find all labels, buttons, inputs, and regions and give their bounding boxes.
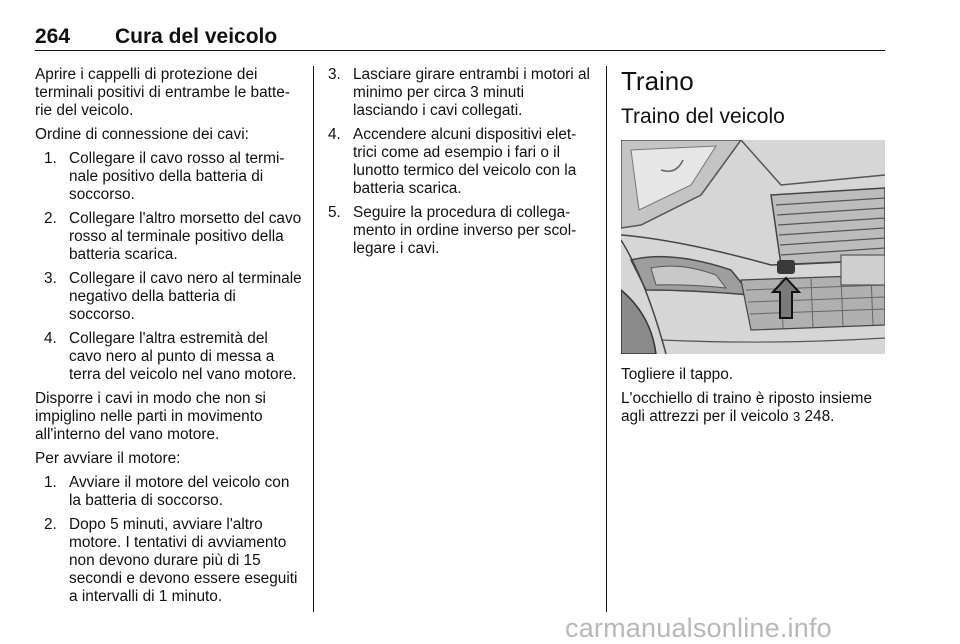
- tow-eye-paragraph: L'occhiello di traino è riposto insieme agli attrezzi per il veicolo 3 248.: [621, 390, 873, 425]
- header-rule: [35, 50, 885, 51]
- list-item: 2. Dopo 5 minuti, avviare l'altro motore. I tentativi di avviamento non devono durare più di 15 secondi e devono essere eseguiti a intervalli di 1 minuto.: [44, 516, 298, 605]
- intro-paragraph: Aprire i cappelli di protezione dei terminali positivi di entrambe le batte-rie del veicolo.: [35, 66, 290, 119]
- figure-caption: Togliere il tappo.: [621, 366, 734, 383]
- list-item: 5. Seguire la procedura di collega-mento in ordine inverso per scol-legare i cavi.: [328, 204, 577, 257]
- list-item: 4. Accendere alcuni dispositivi elet-trici come ad esempio i fari o il lunotto termico del veicolo con la batteria scarica.: [328, 126, 577, 197]
- column-divider: [606, 66, 607, 612]
- list-item: 4. Collegare l'altra estremità del cavo nero al punto di messa a terra del veicolo nel vano motore.: [44, 330, 297, 383]
- list-item: 2. Collegare l'altro morsetto del cavo rosso al terminale positivo della batteria scarica.: [44, 210, 302, 263]
- column-2: [328, 66, 590, 264]
- page-reference[interactable]: 248.: [804, 408, 835, 425]
- column-3: [621, 66, 887, 432]
- section-heading: Traino: [621, 66, 694, 96]
- page-number: 264: [35, 25, 71, 48]
- list-item: 1. Avviare il motore del veicolo con la batteria di soccorso.: [44, 474, 290, 509]
- page-reference-icon: 3: [792, 409, 801, 424]
- list-item: 1. Collegare il cavo rosso al termi-nale positivo della batteria di soccorso.: [44, 150, 285, 203]
- connection-steps: [44, 150, 303, 384]
- page-header: [35, 25, 885, 49]
- page-title: Cura del veicolo: [115, 25, 278, 48]
- list-item: 3. Collegare il cavo nero al terminale negativo della batteria di soccorso.: [44, 270, 302, 323]
- continued-steps: [328, 66, 590, 258]
- section-subheading: Traino del veicolo: [621, 105, 785, 128]
- list-item: 3. Lasciare girare entrambi i motori al minimo per circa 3 minuti lasciando i cavi collegati.: [328, 66, 590, 119]
- column-1: [35, 66, 303, 612]
- order-label: Ordine di connessione dei cavi:: [35, 126, 249, 143]
- cables-note: Disporre i cavi in modo che non si impiglino nelle parti in movimento all'interno del vano motore.: [35, 390, 266, 443]
- watermark-text: carmanualsonline.info: [565, 613, 832, 643]
- column-divider: [313, 66, 314, 612]
- tow-eye-cover-illustration: [621, 140, 885, 354]
- start-label: Per avviare il motore:: [35, 450, 181, 467]
- start-steps: [44, 474, 303, 606]
